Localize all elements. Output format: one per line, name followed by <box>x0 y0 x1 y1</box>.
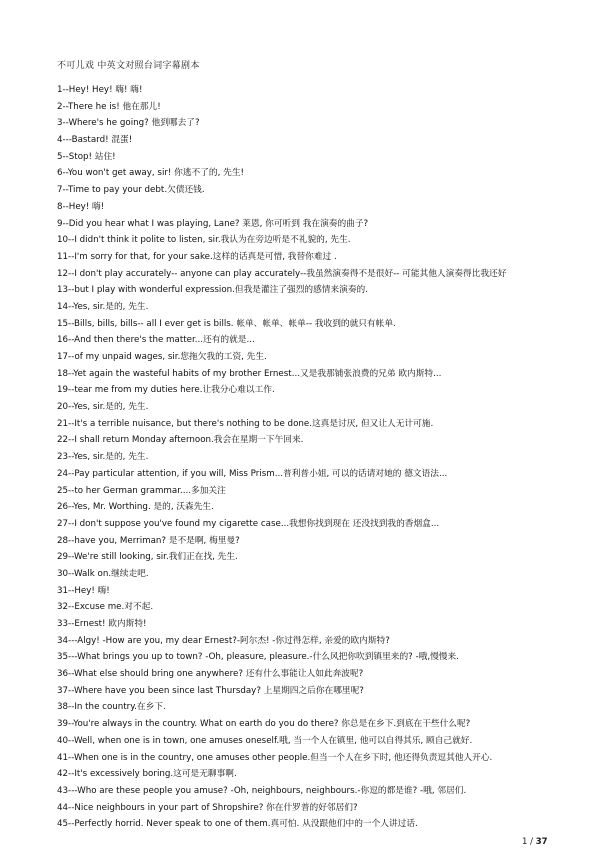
subtitle-line: 7--Time to pay your debt.欠债还钱. <box>57 185 205 196</box>
subtitle-line: 16--And then there's the matter...还有的就是... <box>57 335 255 346</box>
subtitle-line: 43---Who are these people you amuse? -Oh, neighbours, neighbours.-你逗的都是谁? -哦, 邻居们. <box>57 785 467 796</box>
subtitle-line: 24--Pay particular attention, if you will, Miss Prism...普利普小姐, 可以的话请对她的 德文语法... <box>57 468 448 479</box>
subtitle-line: 26--Yes, Mr. Worthing. 是的, 沃森先生. <box>57 502 214 513</box>
subtitle-line: 8--Hey! 嗨! <box>57 201 105 212</box>
subtitle-line: 6--You won't get away, sir! 你逃不了的, 先生! <box>57 168 244 179</box>
page-total: 37 <box>535 837 548 847</box>
subtitle-line: 9--Did you hear what I was playing, Lane? 莱恩, 你可听到 我在演奏的曲子? <box>57 218 369 229</box>
subtitle-line: 28--have you, Merriman? 是不是啊, 梅里曼? <box>57 535 240 546</box>
subtitle-line: 10--I didn't think it polite to listen, sir.我认为在旁边听是不礼貌的, 先生. <box>57 235 351 246</box>
subtitle-line: 30--Walk on.继续走吧. <box>57 568 149 579</box>
subtitle-line: 15--Bills, bills, bills-- all I ever get is bills. 帐单、帐单、帐单-- 我收到的就只有帐单. <box>57 318 396 329</box>
subtitle-line: 41--When one is in the country, one amuses other people.但当一个人在乡下时, 他还得负责逗其他人开心. <box>57 752 493 763</box>
subtitle-line: 45--Perfectly horrid. Never speak to one of them.真可怕. 从没跟他们中的一个人讲过话. <box>57 819 418 830</box>
subtitle-line: 14--Yes, sir.是的, 先生. <box>57 301 149 312</box>
document-title: 不可儿戏 中英文对照台词字幕剧本 <box>57 61 200 71</box>
subtitle-line: 22--I shall return Monday afternoon.我会在星期一下午回来. <box>57 435 304 446</box>
subtitle-line: 31--Hey! 嗨! <box>57 585 110 596</box>
subtitle-lines <box>57 82 557 833</box>
subtitle-line: 40--Well, when one is in town, one amuses oneself.哦, 当一个人在镇里, 他可以自得其乐, 顾自己就好. <box>57 735 473 746</box>
subtitle-line: 19--tear me from my duties here.让我分心难以工作. <box>57 385 275 396</box>
subtitle-line: 27--I don't suppose you've found my cigarette case...我想你找到现在 还没找到我的香烟盒... <box>57 518 440 529</box>
subtitle-line: 35---What brings you up to town? -Oh, pleasure, pleasure.-什么风把你吹到镇里来的? -哦,慢慢来. <box>57 652 459 663</box>
subtitle-line: 12--I don't play accurately-- anyone can play accurately--我虽然演奏得不是很好-- 可能其他人演奏得比我还好 <box>57 268 507 279</box>
subtitle-line: 38--In the country.在乡下. <box>57 702 166 713</box>
subtitle-line: 20--Yes, sir.是的, 先生. <box>57 402 149 413</box>
subtitle-line: 2--There he is! 他在那儿! <box>57 101 161 112</box>
subtitle-line: 36--What else should bring one anywhere? 还有什么事能让人如此奔波呢? <box>57 669 364 680</box>
subtitle-line: 1--Hey! Hey! 嗨! 嗨! <box>57 85 143 95</box>
subtitle-line: 33--Ernest! 欧内斯特! <box>57 619 147 629</box>
subtitle-line: 39--You're always in the country. What on earth do you do there? 你总是在乡下.到底在干些什么呢? <box>57 719 471 730</box>
subtitle-line: 4---Bastard! 混蛋! <box>57 135 133 146</box>
subtitle-line: 32--Excuse me.对不起. <box>57 602 154 613</box>
subtitle-line: 34---Algy! -How are you, my dear Ernest?-阿尔杰! -你过得怎样, 亲爱的欧内斯特? <box>57 635 390 646</box>
subtitle-line: 29--We're still looking, sir.我们正在找, 先生. <box>57 552 238 563</box>
subtitle-line: 42--It's excessively boring.这可是无聊事啊. <box>57 769 237 780</box>
subtitle-line: 21--It's a terrible nuisance, but there's nothing to be done.这真是讨厌, 但又让人无计可施. <box>57 418 434 429</box>
subtitle-line: 11--I'm sorry for that, for your sake.这样的话真是可惜, 我替你难过 . <box>57 251 337 262</box>
page-separator: / <box>527 837 536 847</box>
subtitle-line: 23--Yes, sir.是的, 先生. <box>57 452 149 463</box>
subtitle-line: 5--Stop! 站住! <box>57 151 116 162</box>
page-current: 1 <box>522 837 528 847</box>
subtitle-line: 17--of my unpaid wages, sir.您拖欠我的工资, 先生. <box>57 352 267 362</box>
subtitle-line: 18--Yet again the wasteful habits of my brother Ernest...又是我那铺张浪费的兄弟 欧内斯特... <box>57 368 442 379</box>
subtitle-line: 13--but I play with wonderful expression.但我是灌注了强烈的感情来演奏的. <box>57 285 368 296</box>
page-number <box>522 837 548 847</box>
subtitle-line: 44--Nice neighbours in your part of Shropshire? 你在什罗普的好邻居们? <box>57 802 358 813</box>
subtitle-line: 3--Where's he going? 他到哪去了? <box>57 118 200 129</box>
subtitle-line: 37--Where have you been since last Thursday? 上星期四之后你在哪里呢? <box>57 685 364 696</box>
subtitle-line: 25--to her German grammar....多加关注 <box>57 485 226 496</box>
